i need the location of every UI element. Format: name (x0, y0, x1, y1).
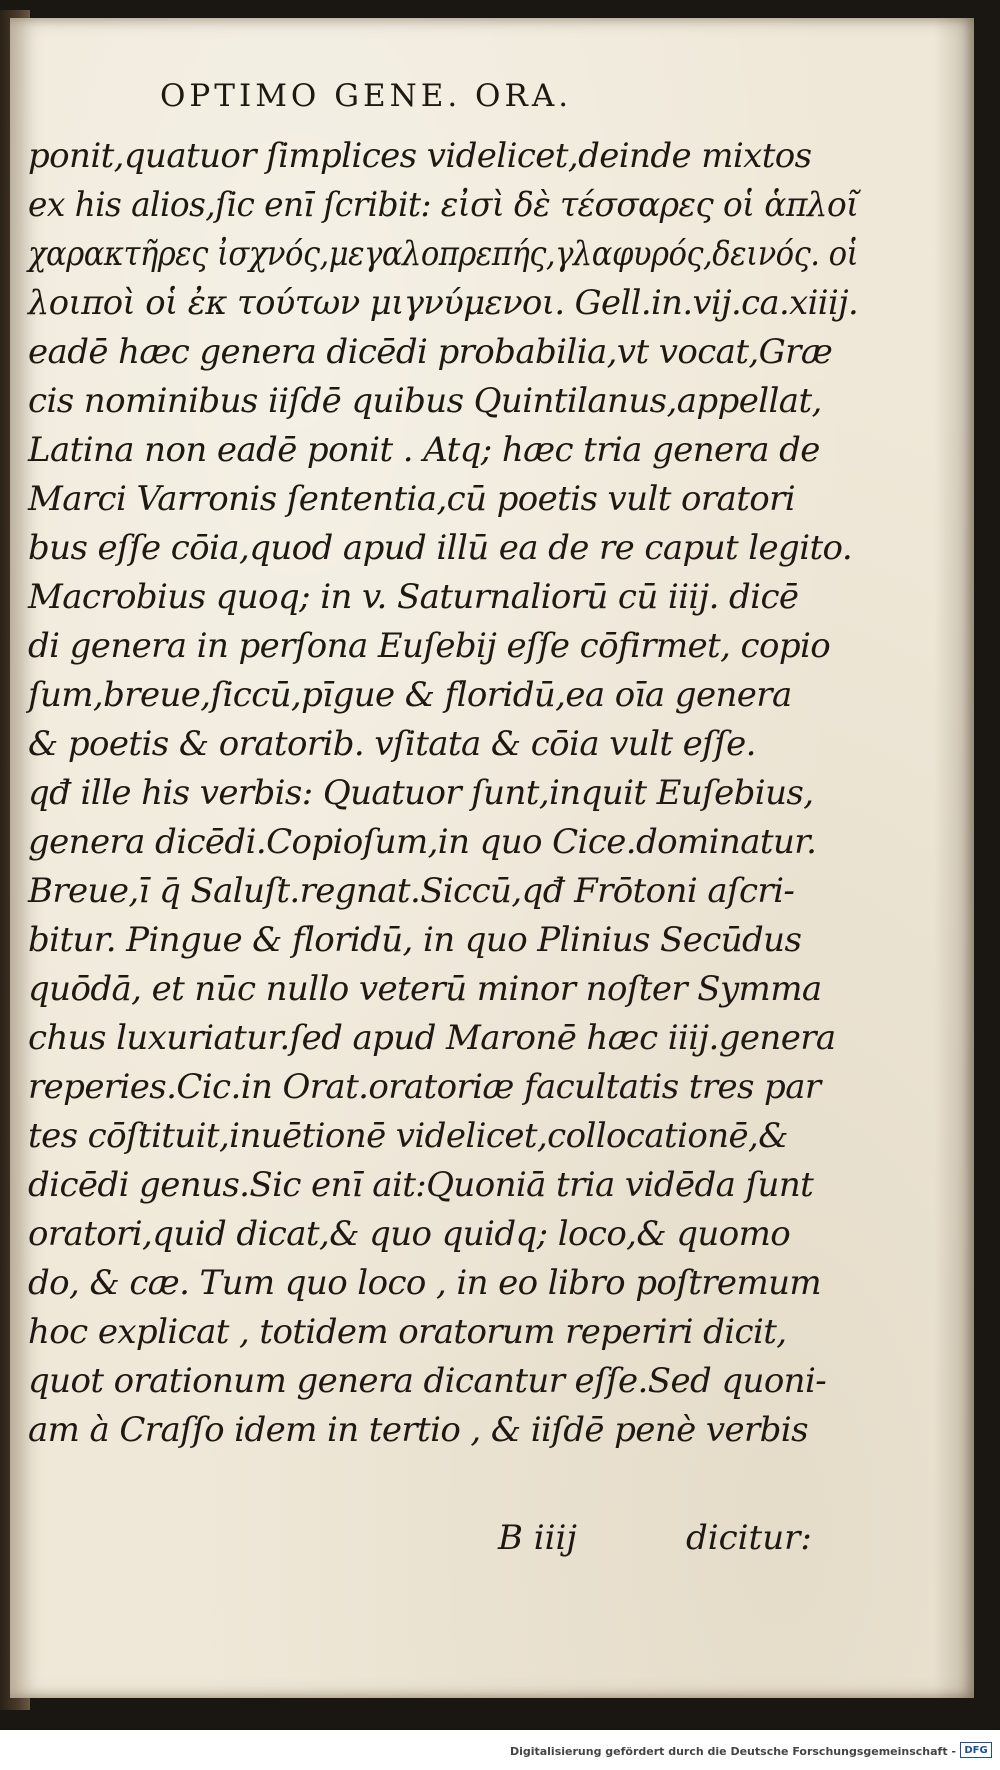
text-line-4: λοιποὶ οἱ ἐκ τούτων μιγνύμενοι. Gell.in.vij.ca.xiiij. (28, 283, 859, 323)
text-line-25: hoc explicat , totidem oratorum reperiri dicit, (28, 1312, 787, 1352)
text-line-12: ſum,breue,ſiccū,pīgue & floridū,ea oīa genera (28, 675, 792, 715)
text-line-6: cis nominibus iiſdē quibus Quintilanus,appellat, (28, 381, 822, 421)
funding-credit: Digitalisierung gefördert durch die Deutsche Forschungsgemeinschaft - (509, 1745, 956, 1758)
text-line-24: do, & cæ. Tum quo loco , in eo libro poſtremum (28, 1263, 822, 1303)
body-text (28, 132, 859, 1455)
text-line-18: quōdā, et nūc nullo veterū minor noſter Symma (28, 969, 822, 1009)
text-line-9: bus eſſe cōia,quod apud illū ea de re caput legito. (28, 528, 853, 568)
text-line-14: qđ ille his verbis: Quatuor ſunt,inquit Euſebius, (28, 773, 814, 813)
page-shadow (934, 18, 974, 1698)
text-line-3: χαρακτῆρες ἰσχνός,μεγαλοπρεπής,γλαφυρός,δεινός. οἱ (28, 234, 859, 274)
catchword: dicitur: (686, 1518, 812, 1558)
text-line-16: Breue,ī q̄ Saluſt.regnat.Siccū,qđ Frōtoni aſcri- (28, 871, 795, 911)
text-line-17: bitur. Pingue & floridū, in quo Plinius Secūdus (28, 920, 802, 960)
text-line-22: dicēdi genus.Sic enī ait:Quoniā tria vidēda ſunt (28, 1165, 814, 1205)
signature-mark: B iiij (498, 1518, 577, 1558)
text-line-27: am à Craſſo idem in tertio , & iiſdē penè verbis (28, 1410, 808, 1450)
dfg-logo: DFG (960, 1742, 992, 1758)
text-line-11: di genera in perſona Euſebij eſſe cōfirmet, copio (28, 626, 831, 666)
text-line-1: ponit,quatuor ſimplices videlicet,deinde mixtos (28, 136, 812, 176)
text-line-21: tes cōſtituit,inuētionē videlicet,collocationē,& (28, 1116, 788, 1156)
text-line-23: oratori,quid dicat,& quo quidq; loco,& quomo (28, 1214, 791, 1254)
text-line-8: Marci Varronis ſententia,cū poetis vult oratori (28, 479, 796, 519)
text-line-19: chus luxuriatur.ſed apud Maronē hæc iiij.genera (28, 1018, 836, 1058)
text-line-20: reperies.Cic.in Orat.oratoriæ facultatis tres par (28, 1067, 821, 1107)
text-line-13: & poetis & oratorib. vſitata & cōia vult eſſe. (28, 724, 756, 764)
text-line-15: genera dicēdi.Copioſum,in quo Cice.dominatur. (28, 822, 817, 862)
text-line-5: eadē hæc genera dicēdi probabilia,vt vocat,Græ (28, 332, 833, 372)
text-line-10: Macrobius quoq; in v. Saturnaliorū cū iiij. dicē (28, 577, 799, 617)
text-line-26: quot orationum genera dicantur eſſe.Sed quoni- (28, 1361, 827, 1401)
running-head: OPTIMO GENE. ORA. (160, 78, 573, 114)
text-line-7: Latina non eadē ponit . Atq; hæc tria genera de (28, 430, 820, 470)
text-line-2: ex his alios,ſic enī ſcribit: εἰσὶ δὲ τέσσαρες οἱ ἁπλοῖ (28, 185, 859, 225)
